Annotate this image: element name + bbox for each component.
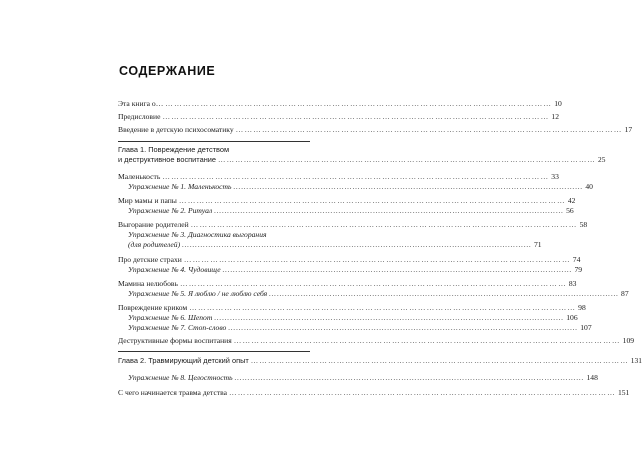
dot-leader: ……………………………………………………………………………………………………………………	[189, 303, 577, 312]
dot-leader: ……………………………………………………………………………………………………………………	[235, 125, 623, 134]
dot-leader: ……………………………………………………………………………………………………………………	[162, 172, 550, 181]
entry-title: Упражнение № 6. Шепот	[128, 313, 213, 322]
entry-page: 109	[622, 336, 635, 345]
dot-leader: ……………………………………………………………………………………………………………………	[233, 182, 584, 191]
entry-page: 58	[579, 220, 588, 229]
entry-page: 87	[621, 289, 629, 298]
entry-page: 83	[568, 279, 577, 288]
entry-title: С чего начинается травма детства	[118, 388, 228, 397]
dot-leader: ……………………………………………………………………………………………………………………	[182, 240, 532, 249]
entry-title: Введение в детскую психосоматику	[118, 125, 234, 134]
entry-title: (для родителей)	[128, 240, 181, 249]
entry-page: 17	[624, 125, 633, 134]
entry-page: 79	[574, 265, 583, 274]
entry-title: Мамина нелюбовь	[118, 279, 178, 288]
exercise-entry	[118, 240, 542, 252]
entry-title: Деструктивные формы воспитания	[118, 336, 232, 345]
dot-leader: ……………………………………………………………………………………………………………………	[228, 323, 579, 332]
entry-page: 74	[572, 255, 581, 264]
entry-page: 98	[578, 303, 586, 312]
section-divider	[118, 141, 310, 142]
toc-entry	[118, 125, 633, 137]
entry-title: Про детские страхи	[118, 255, 182, 264]
exercise-entry	[118, 289, 629, 301]
entry-title: Выгорание родителей	[118, 220, 189, 229]
entry-page: 42	[567, 196, 576, 205]
entry-page: 56	[566, 206, 574, 215]
dot-leader: ……………………………………………………………………………………………………………………	[233, 336, 621, 345]
dot-leader: ……………………………………………………………………………………………………………………	[222, 265, 573, 274]
entry-title: Глава 1. Повреждение детством	[118, 145, 230, 154]
entry-title: Упражнение № 2. Ритуал	[128, 206, 213, 215]
entry-page: 71	[534, 240, 542, 249]
entry-title: Упражнение № 5. Я люблю / не люблю себя	[128, 289, 268, 298]
dot-leader: ……………………………………………………………………………………………………………………	[269, 289, 620, 298]
exercise-entry	[118, 182, 593, 194]
entry-page: 25	[598, 155, 606, 164]
entry-title: Глава 2. Травмирующий детский опыт	[118, 356, 249, 365]
exercise-entry	[118, 373, 598, 385]
entry-title: Упражнение № 4. Чудовище	[128, 265, 221, 274]
entry-title: Упражнение № 7. Стоп-слово	[128, 323, 227, 332]
dot-leader: ……………………………………………………………………………………………………………………	[162, 112, 550, 121]
entry-page: 10	[554, 99, 562, 108]
dot-leader: ……………………………………………………………………………………………………………………	[229, 388, 616, 397]
exercise-entry	[118, 265, 583, 277]
dot-leader: ……………………………………………………………………………………………………………………	[234, 373, 585, 382]
entry-page: 151	[617, 388, 630, 397]
dot-leader: ……………………………………………………………………………………………………………………	[190, 220, 578, 229]
entry-title: Маленькость	[118, 172, 161, 181]
dot-leader: ……………………………………………………………………………………………………………………	[214, 206, 565, 215]
chapter-entry	[118, 356, 642, 368]
toc-entry	[118, 336, 635, 348]
entry-title: Мир мамы и папы	[118, 196, 177, 205]
exercise-entry	[118, 206, 574, 218]
dot-leader: ……………………………………………………………………………………………………………………	[165, 99, 553, 108]
chapter-entry	[118, 155, 606, 167]
dot-leader: ……………………………………………………………………………………………………………………	[214, 313, 565, 322]
toc-entry	[118, 388, 630, 400]
entry-title: и деструктивное воспитание	[118, 155, 217, 164]
entry-page: 33	[551, 172, 559, 181]
entry-title: Повреждение криком	[118, 303, 188, 312]
entry-page: 148	[586, 373, 598, 382]
section-divider	[118, 351, 310, 352]
exercise-entry	[118, 323, 592, 335]
dot-leader: ……………………………………………………………………………………………………………………	[183, 255, 571, 264]
entry-title: Упражнение № 8. Целостность	[128, 373, 233, 382]
dot-leader: ……………………………………………………………………………………………………………………	[250, 356, 629, 365]
entry-page: 107	[580, 323, 592, 332]
toc-entry	[118, 99, 562, 111]
entry-title: Предисловие	[118, 112, 161, 121]
entry-page: 40	[585, 182, 593, 191]
page-title: СОДЕРЖАНИЕ	[119, 64, 216, 78]
entry-page: 106	[566, 313, 578, 322]
dot-leader: ……………………………………………………………………………………………………………………	[179, 279, 567, 288]
entry-page: 131	[630, 356, 642, 365]
entry-page: 12	[551, 112, 559, 121]
entry-title: Эта книга о…	[118, 99, 164, 108]
entry-title: Упражнение № 3. Диагностика выгорания	[128, 230, 267, 239]
toc-entry	[118, 112, 559, 124]
entry-title: Упражнение № 1. Маленькость	[128, 182, 232, 191]
dot-leader: ……………………………………………………………………………………………………………………	[218, 155, 597, 164]
dot-leader: ……………………………………………………………………………………………………………………	[178, 196, 566, 205]
